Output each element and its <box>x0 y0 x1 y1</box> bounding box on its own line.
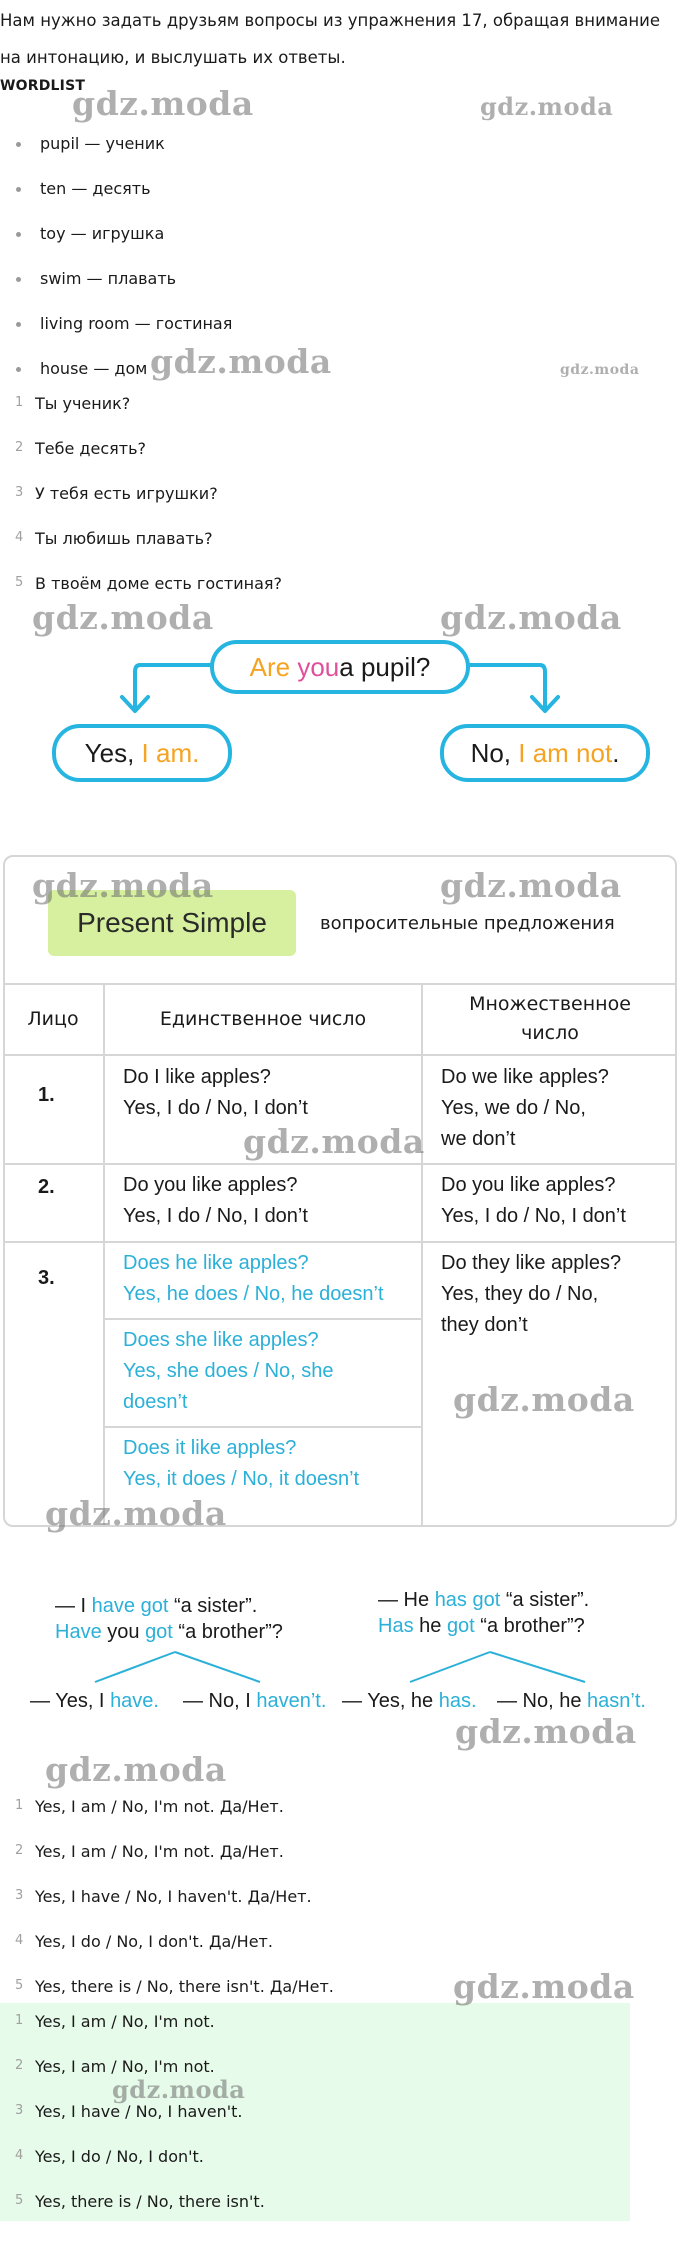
cell-singular: Do you like apples? Yes, I do / No, I don’t <box>123 1174 308 1227</box>
watermark: gdz.moda <box>32 598 214 637</box>
table-divider <box>421 983 423 1527</box>
answer-yes-has: — Yes, he has. <box>342 1690 477 1712</box>
cell-singular: Do I like apples? Yes, I do / No, I don’t <box>123 1066 308 1119</box>
has-got-statement: — He has got “a sister”. <box>378 1589 590 1611</box>
watermark: gdz.moda <box>32 866 214 905</box>
watermark: gdz.moda <box>440 598 622 637</box>
bullet-icon <box>16 142 21 147</box>
header-plural: Множественное число <box>469 993 631 1044</box>
watermark: gdz.moda <box>560 362 640 378</box>
watermark: gdz.moda <box>243 1122 425 1161</box>
bullet-icon <box>16 322 21 327</box>
cell-plural: Do you like apples? Yes, I do / No, I don’t <box>441 1174 626 1227</box>
bullet-icon <box>16 367 21 372</box>
watermark: gdz.moda <box>45 1494 227 1533</box>
have-got-statement: — I have got “a sister”. <box>55 1595 258 1617</box>
no-answer-pill: No, I am not . <box>440 724 650 782</box>
watermark: gdz.moda <box>45 1750 227 1789</box>
cell-plural: Do they like apples? Yes, they do / No, they don’t <box>441 1252 622 1336</box>
yes-answer-pill: Yes, I am. <box>52 724 232 782</box>
watermark: gdz.moda <box>150 342 332 381</box>
header-singular: Единственное число <box>159 1008 367 1030</box>
answer-no-havent: — No, I haven’t. <box>183 1690 327 1712</box>
present-simple-badge: Present Simple <box>48 890 296 956</box>
wordlist-title: WORDLIST <box>0 78 86 94</box>
watermark: gdz.moda <box>480 92 614 121</box>
bullet-icon <box>16 187 21 192</box>
watermark: gdz.moda <box>440 866 622 905</box>
bullet-icon <box>16 232 21 237</box>
cell-it: Does it like apples? Yes, it does / No, it doesn’t <box>123 1437 360 1490</box>
row-person: 1. <box>38 1084 55 1106</box>
watermark: gdz.moda <box>453 1380 635 1419</box>
table-divider <box>103 1426 421 1428</box>
table-divider <box>103 1318 421 1320</box>
watermark: gdz.moda <box>112 2075 246 2104</box>
answer-yes-have: — Yes, I have. <box>30 1690 159 1712</box>
cell-he: Does he like apples? Yes, he does / No, he doesn’t <box>123 1252 384 1305</box>
have-got-question: Have you got “a brother”? <box>55 1621 283 1643</box>
bullet-icon <box>16 277 21 282</box>
answer-no-hasnt: — No, he hasn’t. <box>497 1690 646 1712</box>
table-subtitle: вопросительные предложения <box>320 913 615 934</box>
table-divider <box>103 983 105 1527</box>
header-person: Лицо <box>27 1008 79 1030</box>
row-person: 2. <box>38 1176 55 1198</box>
watermark: gdz.moda <box>453 1967 635 2006</box>
has-got-question: Has he got “a brother”? <box>378 1615 585 1637</box>
row-person: 3. <box>38 1267 55 1289</box>
cell-plural: Do we like apples? Yes, we do / No, we don’t <box>441 1066 609 1150</box>
watermark: gdz.moda <box>72 84 254 123</box>
question-pill: Are you a pupil? <box>210 640 470 694</box>
intro-text: Нам нужно задать друзьям вопросы из упражнения 17, обращая внимание на интонацию, и выслушать их ответы. <box>0 11 661 67</box>
cell-she: Does she like apples? Yes, she does / No, she doesn’t <box>123 1329 334 1413</box>
watermark: gdz.moda <box>455 1712 637 1751</box>
